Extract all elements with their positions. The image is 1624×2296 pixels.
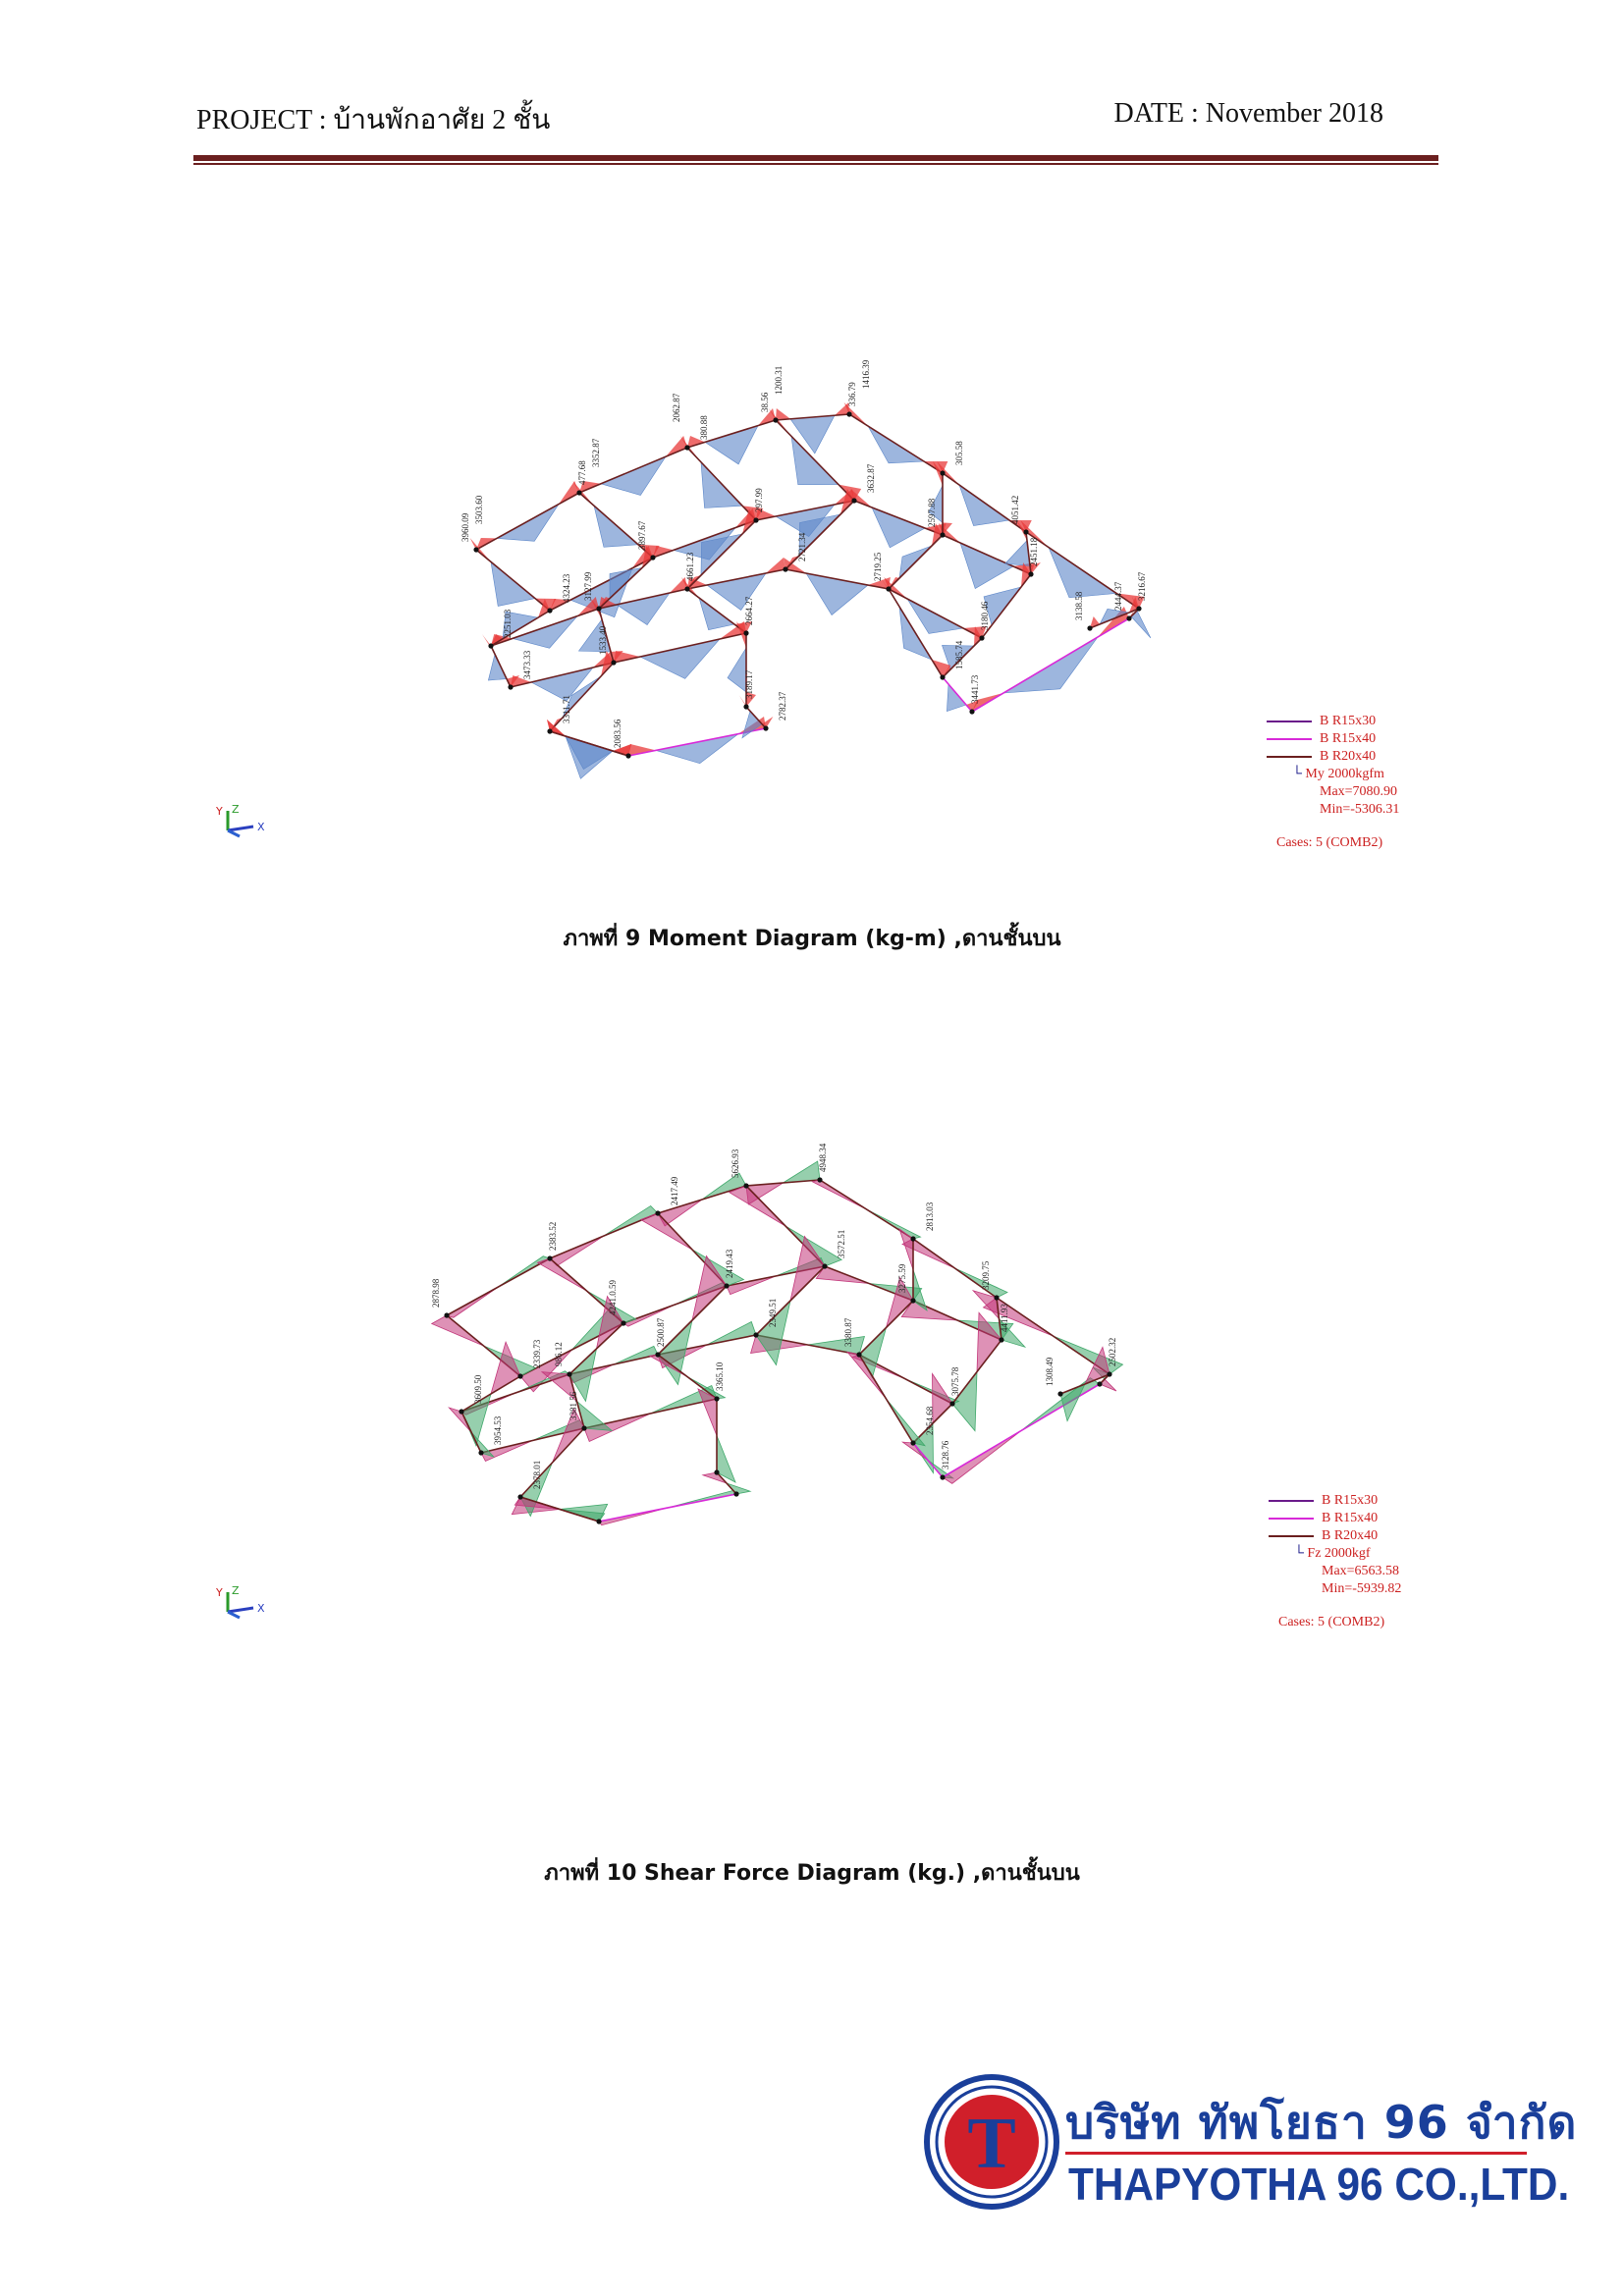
- frame-node: [714, 1396, 719, 1401]
- frame-node: [724, 1283, 729, 1288]
- figure-10-caption: ภาพที่ 10 Shear Force Diagram (kg.) ,ดานชั้นบน: [544, 1861, 1080, 1886]
- frame-node: [547, 608, 552, 613]
- frame-node: [473, 547, 478, 552]
- shear-segment-positive: [943, 1431, 1021, 1484]
- beam-line: [520, 1428, 584, 1497]
- value-label: 4948.34: [818, 1143, 828, 1172]
- legend-beam-label: B R20x40: [1320, 749, 1377, 764]
- value-label: 3381.56: [568, 1391, 578, 1420]
- frame-node: [547, 1255, 552, 1260]
- value-label: 297.99: [754, 488, 764, 512]
- value-label: 2062.87: [672, 393, 681, 422]
- frame-node: [655, 1352, 660, 1357]
- value-label: 4241.0.59: [608, 1280, 618, 1315]
- beam-line: [476, 493, 579, 550]
- frame-node: [655, 1210, 660, 1215]
- value-label: 336.79: [847, 382, 857, 406]
- value-label: 3572.51: [837, 1229, 846, 1258]
- frame-node: [999, 1337, 1003, 1342]
- value-label: 3352.87: [591, 438, 601, 467]
- shear-segment-negative: [887, 1399, 925, 1446]
- shear-segment-positive: [692, 1255, 727, 1320]
- value-label: 3632.87: [866, 463, 876, 493]
- legend-swatch-b20x40: [1267, 756, 1312, 758]
- beam-line: [599, 1494, 736, 1522]
- moment-segment-sagging: [601, 456, 666, 495]
- moment-segment-sagging: [617, 593, 670, 625]
- report-date: DATE : November 2018: [1113, 98, 1383, 129]
- frame-node: [733, 1491, 738, 1496]
- moment-segment-sagging: [1131, 611, 1151, 638]
- value-label: 2502.32: [1108, 1337, 1117, 1366]
- frame-node: [596, 606, 601, 611]
- frame-node: [743, 704, 748, 709]
- beam-line: [756, 1266, 825, 1335]
- value-label: 2444.37: [1113, 581, 1123, 611]
- beam-line: [820, 1180, 913, 1239]
- shear-segment-negative: [808, 1337, 865, 1355]
- value-label: 3127.99: [583, 571, 593, 601]
- frame-node: [547, 728, 552, 733]
- value-label: 2339.73: [532, 1339, 542, 1368]
- moment-segment-hogging: [628, 744, 656, 756]
- beam-line: [447, 1258, 550, 1315]
- legend-beam-label: B R15x30: [1322, 1493, 1379, 1508]
- value-label: 3138.58: [1074, 591, 1084, 620]
- frame-node: [1126, 615, 1131, 620]
- value-label: 2417.49: [670, 1176, 679, 1205]
- shear-segment-positive: [432, 1315, 484, 1346]
- legend-swatch-b15x40: [1267, 738, 1312, 740]
- value-label: 1585.74: [954, 640, 964, 669]
- frame-node: [517, 1494, 522, 1499]
- logo-divider: [1065, 2152, 1527, 2155]
- moment-segment-sagging: [742, 711, 762, 737]
- moment-segment-sagging: [872, 507, 925, 548]
- value-label: 3897.67: [637, 520, 647, 550]
- frame-node: [650, 555, 655, 560]
- company-name-english: THAPYOTHA 96 CO.,LTD.: [1068, 2159, 1570, 2210]
- frame-node: [743, 1183, 748, 1188]
- value-label: 1533.40: [598, 625, 608, 655]
- moment-segment-sagging: [705, 426, 758, 464]
- frame-node: [783, 566, 787, 571]
- legend-beam-label: B R20x40: [1322, 1528, 1379, 1543]
- company-logo: [923, 2067, 1578, 2224]
- legend-beam-label: B R15x30: [1320, 714, 1377, 728]
- value-label: 2451.18: [1029, 537, 1039, 566]
- value-label: 3216.67: [1137, 571, 1147, 601]
- frame-node: [684, 586, 689, 591]
- frame-node: [611, 660, 616, 665]
- shear-segment-positive: [550, 1236, 604, 1266]
- value-label: 3954.53: [493, 1415, 503, 1445]
- shear-segment-positive: [537, 1258, 586, 1291]
- value-label: 2500.87: [656, 1317, 666, 1347]
- legend-case: Cases: 5 (COMB2): [1276, 835, 1383, 850]
- frame-node: [940, 470, 945, 475]
- legend-swatch-b15x30: [1267, 721, 1312, 722]
- beam-line: [889, 589, 943, 677]
- frame-node: [773, 417, 778, 422]
- frame-node: [1107, 1371, 1111, 1376]
- frame-node: [846, 411, 851, 416]
- frame-node: [488, 643, 493, 648]
- value-label: 3311.71: [562, 695, 571, 723]
- frame-node: [817, 1177, 822, 1182]
- value-label: 3960.09: [460, 512, 470, 542]
- project-title: PROJECT : บ้านพักอาศัย 2 ชั้น: [196, 105, 551, 135]
- value-label: 4411.93: [1000, 1304, 1009, 1332]
- moment-segment-sagging: [1005, 541, 1030, 566]
- header-rule: [193, 155, 1438, 161]
- frame-node: [508, 684, 513, 689]
- value-label: 380.88: [699, 415, 709, 440]
- company-name-thai: บริษัท ทัพโยธา 96 จำกัด: [1065, 2096, 1578, 2149]
- value-label: 3503.60: [474, 495, 484, 524]
- frame-node: [910, 1236, 915, 1241]
- beam-line: [972, 618, 1129, 712]
- frame-node: [1136, 606, 1141, 611]
- frame-node: [753, 517, 758, 522]
- moment-segment-sagging: [640, 639, 720, 678]
- frame-node: [979, 635, 984, 640]
- shear-segment-positive: [932, 1373, 952, 1423]
- legend-quantity: Fz 2000kgf: [1307, 1546, 1371, 1561]
- shear-legend: B R15x30 B R15x40 B R20x40 └ Fz 2000kgf Max=6563.58 Min=-5939.82 Cases: 5 (COMB2): [1269, 1492, 1401, 1631]
- value-label: 2878.98: [431, 1278, 441, 1308]
- value-label: 3075.78: [950, 1366, 960, 1396]
- value-label: 2419.43: [725, 1249, 734, 1278]
- beam-line: [859, 1301, 913, 1355]
- value-label: 2354.68: [925, 1406, 935, 1435]
- frame-node: [576, 490, 581, 495]
- value-label: 4324.23: [562, 573, 571, 603]
- legend-max: Max=7080.90: [1320, 784, 1398, 799]
- value-label: 3128.76: [941, 1440, 950, 1469]
- axis-x-label: X: [257, 1602, 265, 1615]
- value-label: 2664.27: [744, 596, 754, 625]
- frame-node: [1023, 529, 1028, 534]
- frame-node: [567, 1371, 571, 1376]
- value-label: 3180.46: [980, 601, 990, 630]
- legend-case: Cases: 5 (COMB2): [1278, 1615, 1385, 1629]
- frame-node: [910, 1298, 915, 1303]
- value-label: 3441.73: [970, 674, 980, 704]
- moment-segment-hogging: [559, 481, 579, 505]
- value-label: 3275.59: [897, 1263, 907, 1293]
- moment-segment-hogging: [666, 436, 687, 456]
- beam-line: [658, 1355, 717, 1399]
- frame-node: [1087, 625, 1092, 630]
- value-label: 2349.51: [768, 1298, 778, 1327]
- frame-node: [822, 1263, 827, 1268]
- value-label: 4661.23: [685, 552, 695, 581]
- value-label: 477.68: [577, 460, 587, 485]
- value-label: 2251.03: [503, 609, 513, 638]
- value-label: 2597.88: [927, 498, 937, 527]
- frame-node: [444, 1312, 449, 1317]
- emblem-letter: T: [967, 2104, 1016, 2184]
- value-label: 3473.33: [522, 650, 532, 679]
- company-emblem-icon: [923, 2071, 1060, 2218]
- beam-line: [859, 1355, 913, 1443]
- frame-node: [1057, 1391, 1062, 1396]
- legend-beam-label: B R15x40: [1322, 1511, 1379, 1525]
- frame-node: [940, 532, 945, 537]
- frame-node: [743, 630, 748, 635]
- value-label: 38.56: [760, 392, 770, 412]
- legend-swatch-b15x40: [1269, 1518, 1314, 1520]
- legend-beam-label: B R15x40: [1320, 731, 1377, 746]
- value-label: 3365.10: [715, 1362, 725, 1391]
- frame-node: [753, 1332, 758, 1337]
- value-label: 5626.93: [731, 1148, 740, 1178]
- beam-frame: [470, 402, 1151, 778]
- axis-y-label: Y: [216, 805, 223, 818]
- frame-node: [581, 1425, 586, 1430]
- frame-node: [478, 1450, 483, 1455]
- frame-node: [940, 674, 945, 679]
- frame-node: [851, 498, 856, 503]
- frame-node: [517, 1373, 522, 1378]
- frame-node: [856, 1352, 861, 1357]
- value-label: 2721.34: [797, 532, 807, 561]
- frame-node: [949, 1401, 954, 1406]
- header-rule-thin: [193, 163, 1438, 165]
- value-label: 2383.52: [548, 1221, 558, 1251]
- frame-node: [459, 1409, 463, 1414]
- value-label: 305.58: [954, 441, 964, 465]
- value-label: 2378.01: [532, 1460, 542, 1489]
- legend-quantity: My 2000kgfm: [1305, 767, 1384, 781]
- value-label: 2782.37: [778, 691, 787, 721]
- beam-line: [687, 448, 756, 520]
- frame-node: [886, 586, 891, 591]
- beam-line: [849, 414, 943, 473]
- moment-segment-sagging: [960, 543, 1013, 589]
- shear-segment-negative: [707, 1321, 756, 1345]
- frame-node: [994, 1295, 999, 1300]
- frame-node: [940, 1474, 945, 1479]
- axis-triad-icon: [214, 1586, 283, 1626]
- value-label: 2813.03: [925, 1201, 935, 1231]
- value-label: 3609.50: [473, 1374, 483, 1404]
- frame-node: [910, 1440, 915, 1445]
- axis-z-label: Z: [232, 1584, 240, 1597]
- value-label: 1416.39: [861, 359, 871, 389]
- value-label: 986.12: [554, 1342, 564, 1366]
- moment-legend: B R15x30 B R15x40 B R20x40 └ My 2000kgfm Max=7080.90 Min=-5306.31 Cases: 5 (COMB2): [1267, 713, 1399, 852]
- legend-swatch-b15x30: [1269, 1500, 1314, 1502]
- axis-z-label: Z: [232, 803, 240, 816]
- legend-max: Max=6563.58: [1322, 1564, 1400, 1578]
- legend-min: Min=-5939.82: [1322, 1581, 1402, 1596]
- value-label: 3189.17: [744, 669, 754, 699]
- value-label: 1200.31: [774, 365, 784, 395]
- shear-segment-positive: [491, 1342, 520, 1394]
- figure-9-caption: ภาพที่ 9 Moment Diagram (kg-m) ,ดานชั้นบน: [563, 927, 1061, 951]
- moment-segment-sagging: [491, 561, 535, 606]
- value-label: 1308.49: [1045, 1357, 1055, 1386]
- axis-x-label: X: [257, 821, 265, 833]
- value-label: 2719.25: [873, 552, 883, 581]
- legend-swatch-b20x40: [1269, 1535, 1314, 1537]
- value-label: 3380.87: [843, 1317, 853, 1347]
- axis-triad-icon: [214, 805, 283, 844]
- frame-node: [714, 1469, 719, 1474]
- beam-line: [746, 1180, 820, 1186]
- frame-node: [1028, 571, 1033, 576]
- frame-node: [684, 445, 689, 450]
- shear-segment-positive: [977, 1312, 1001, 1371]
- legend-min: Min=-5306.31: [1320, 802, 1400, 817]
- moment-segment-sagging: [947, 684, 966, 712]
- frame-node: [621, 1320, 625, 1325]
- axis-y-label: Y: [216, 1586, 223, 1599]
- frame-node: [763, 725, 768, 730]
- frame-node: [625, 753, 630, 758]
- frame-node: [969, 709, 974, 714]
- value-label: 4051.42: [1010, 495, 1020, 524]
- frame-node: [1097, 1381, 1102, 1386]
- value-label: 3209.75: [981, 1260, 991, 1290]
- frame-node: [596, 1519, 601, 1523]
- shear-segment-negative: [1021, 1378, 1100, 1431]
- value-label: 2083.56: [613, 719, 623, 748]
